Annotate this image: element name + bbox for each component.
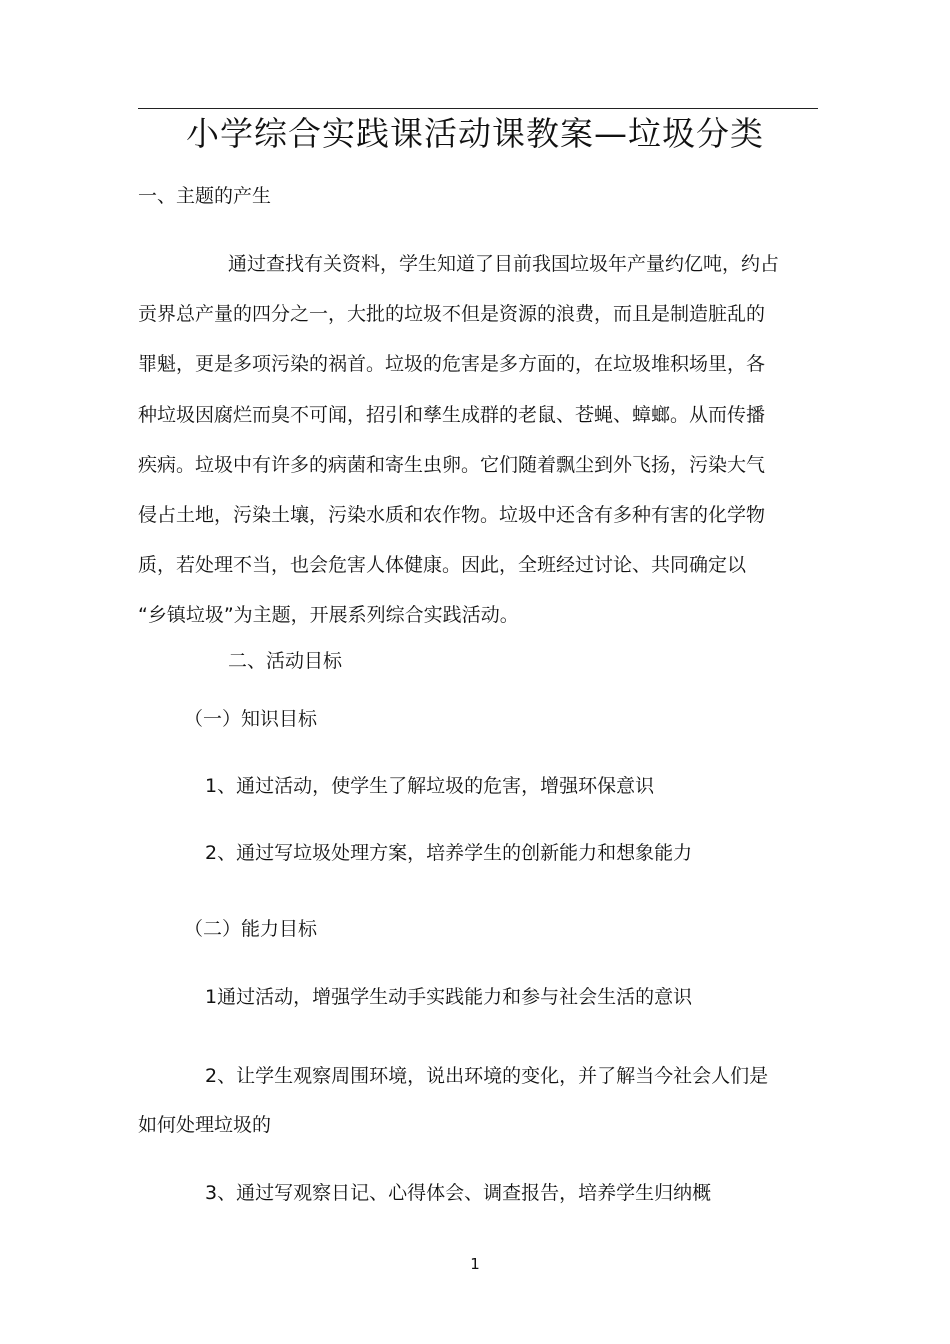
ability-goal-item-2-continued: 如何处理垃圾的: [138, 1114, 272, 1136]
header-rule: [138, 108, 818, 109]
document-title: 小学综合实践课活动课教案—垃圾分类: [186, 114, 764, 153]
paragraph-line: 罪魁，更是多项污染的祸首。垃圾的危害是多方面的，在垃圾堆积场里，各: [138, 353, 766, 376]
page-number: 1: [470, 1255, 480, 1273]
knowledge-goal-item-2: 2、通过写垃圾处理方案，培养学生的创新能力和想象能力: [205, 842, 693, 864]
ability-goal-item-1: 1通过活动，增强学生动手实践能力和参与社会生活的意识: [205, 986, 693, 1008]
subheading-knowledge-goals: （一）知识目标: [184, 708, 318, 730]
paragraph-line: 疾病。垃圾中有许多的病菌和寄生虫卵。它们随着飘尘到外飞扬，污染大气: [138, 453, 766, 476]
paragraph-line: 通过查找有关资料，学生知道了目前我国垃圾年产量约亿吨，约占: [228, 253, 780, 275]
paragraph-line: 质，若处理不当，也会危害人体健康。因此，全班经过讨论、共同确定以: [138, 554, 747, 577]
paragraph-line: 种垃圾因腐烂而臭不可闻，招引和孳生成群的老鼠、苍蝇、蟑螂。从而传播: [138, 403, 766, 426]
section-heading-topic-origin: 一、主题的产生: [138, 185, 272, 207]
paragraph-line: 贡界总产量的四分之一，大批的垃圾不但是资源的浪费，而且是制造脏乱的: [138, 303, 766, 326]
topic-origin-paragraph: [138, 239, 818, 641]
ability-goal-item-3: 3、通过写观察日记、心得体会、调查报告，培养学生归纳概: [205, 1182, 712, 1204]
knowledge-goal-item-1: 1、通过活动，使学生了解垃圾的危害，增强环保意识: [205, 775, 655, 797]
subheading-ability-goals: （二）能力目标: [184, 918, 318, 940]
paragraph-line: “乡镇垃圾”为主题，开展系列综合实践活动。: [138, 604, 519, 627]
ability-goal-item-2: 2、让学生观察周围环境，说出环境的变化，并了解当今社会人们是: [205, 1065, 769, 1087]
paragraph-line: 侵占土地，污染土壤，污染水质和农作物。垃圾中还含有多种有害的化学物: [138, 504, 766, 527]
section-heading-activity-goals: 二、活动目标: [228, 650, 343, 672]
